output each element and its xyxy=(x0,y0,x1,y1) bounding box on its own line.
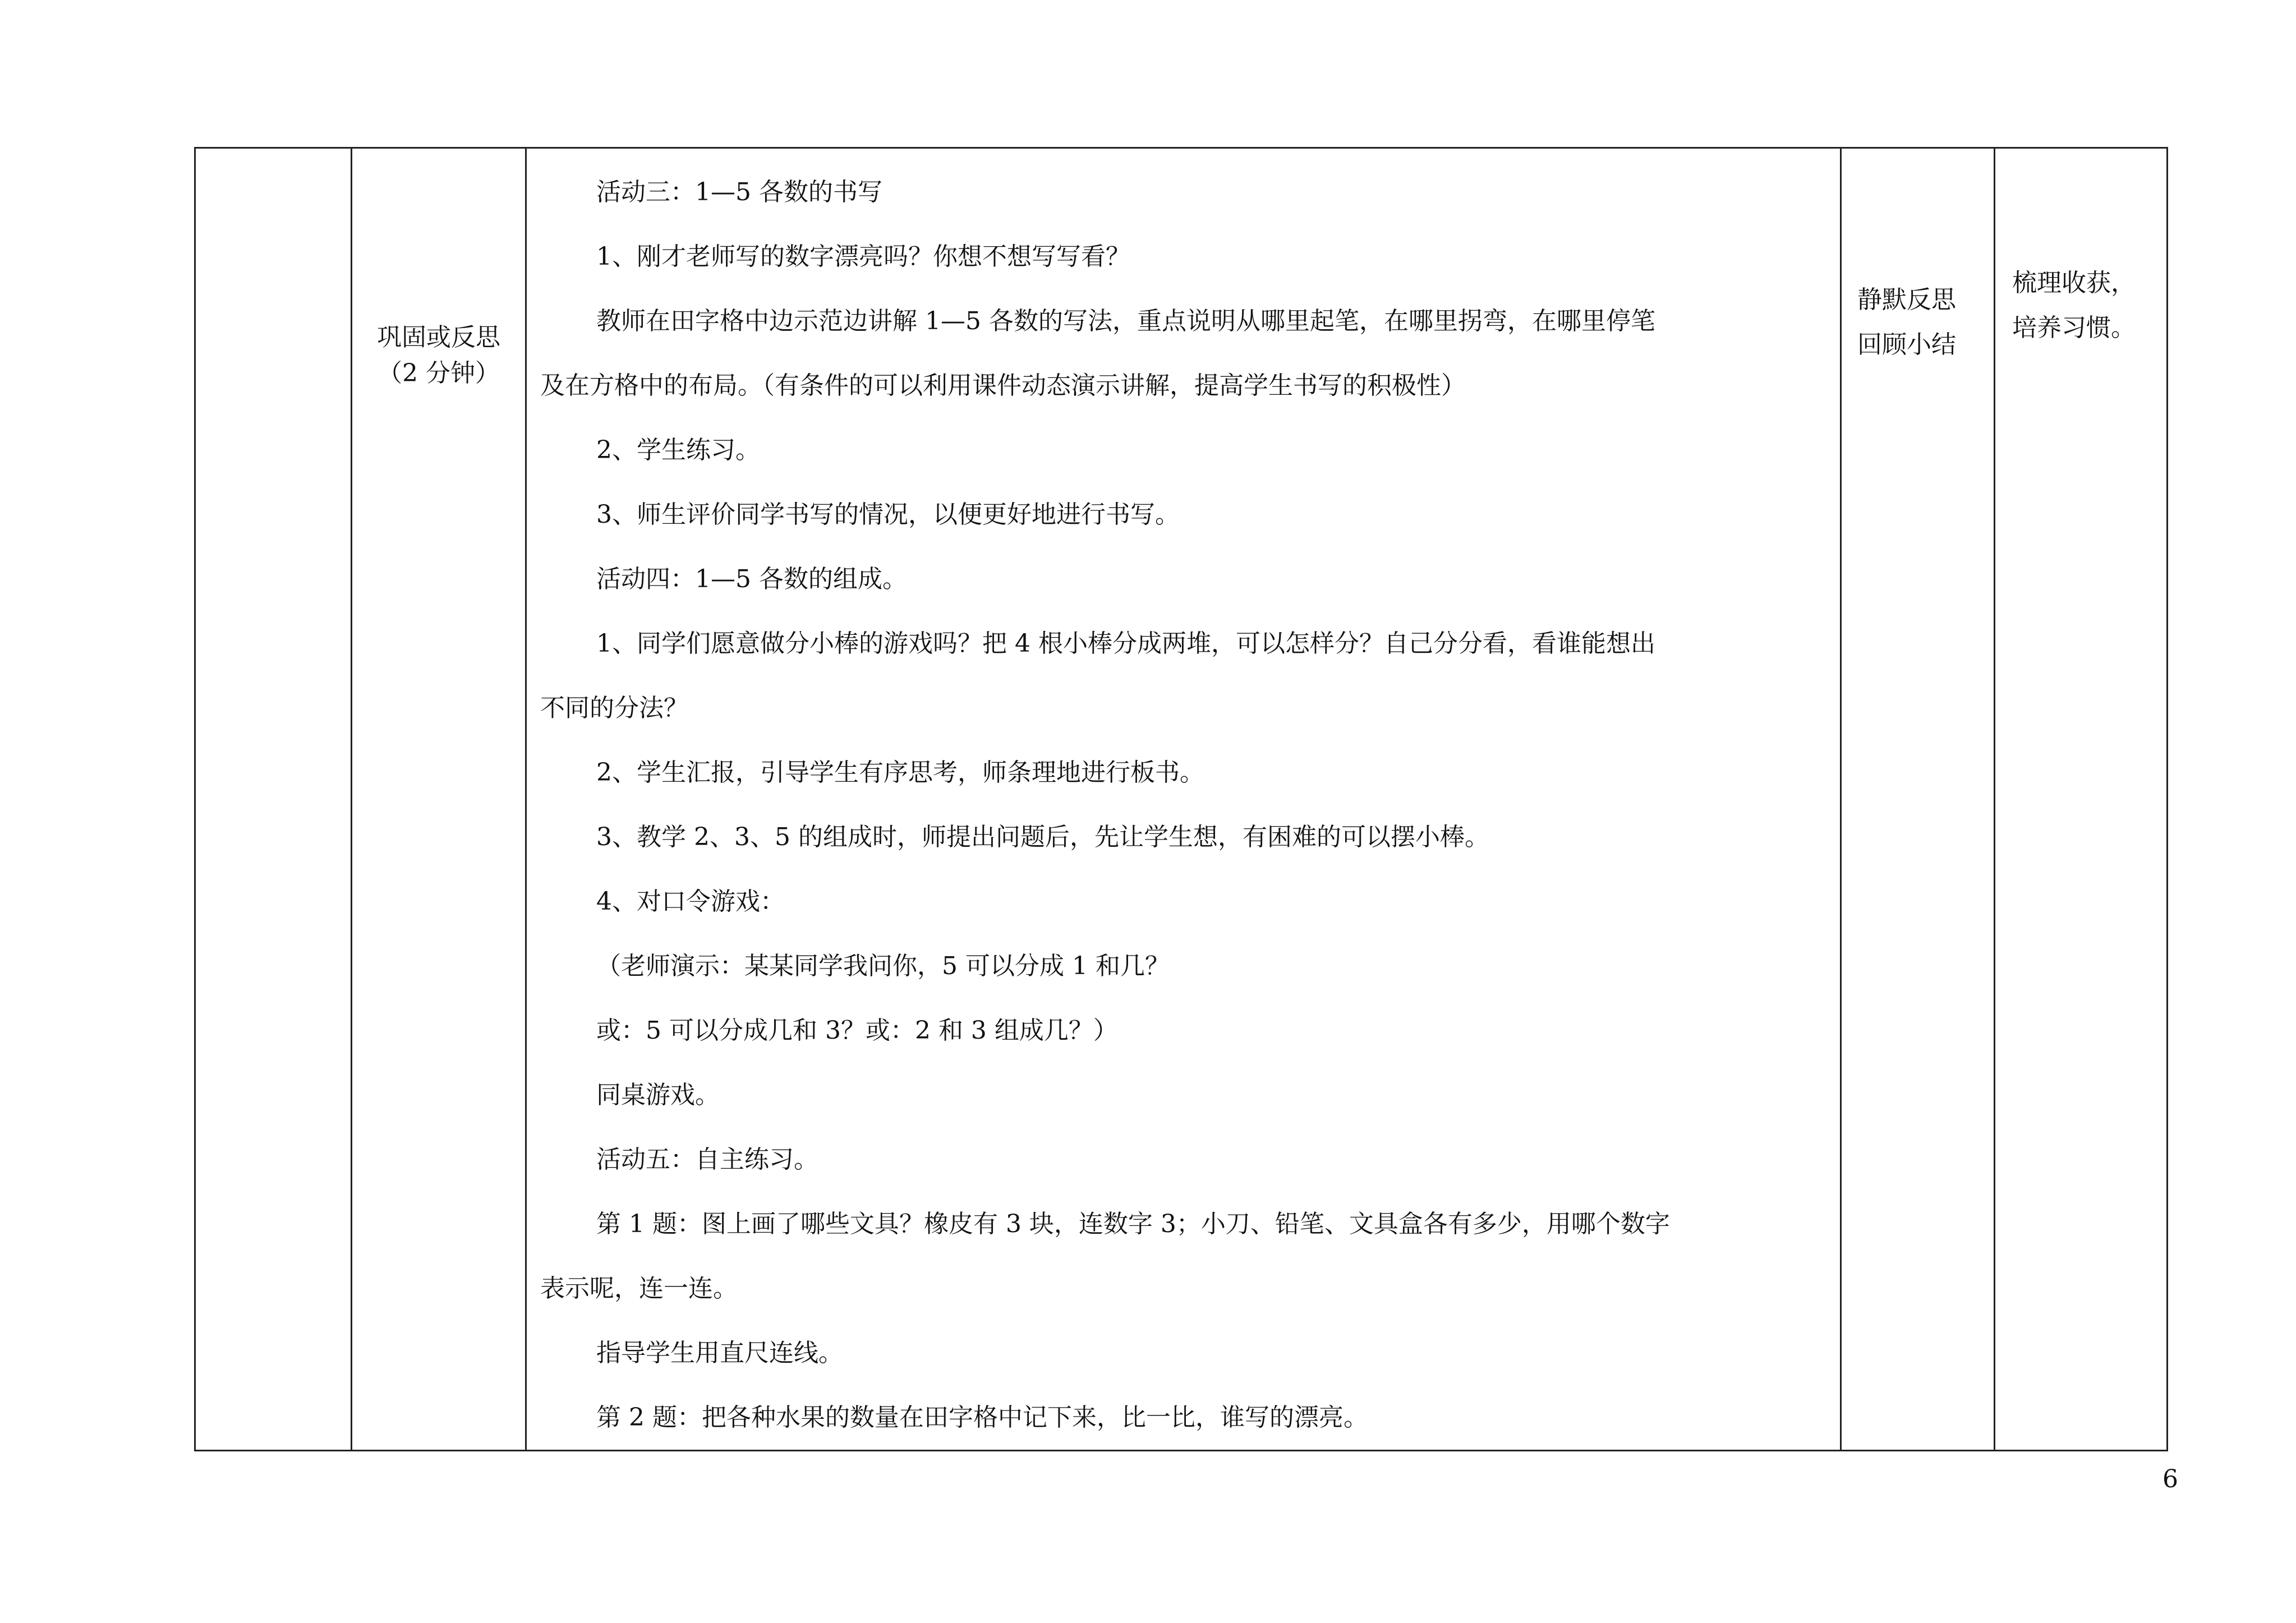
phase-cell xyxy=(352,148,526,1451)
page-number: 6 xyxy=(2162,1465,2178,1493)
phase-duration: （2 分钟） xyxy=(378,359,500,388)
activity-line: 3、教学 2、3、5 的组成时，师提出问题后，先让学生想，有困难的可以摆小棒。 xyxy=(596,823,1489,851)
activity-line: 第 1 题：图上画了哪些文具？橡皮有 3 块，连数字 3；小刀、铅笔、文具盒各有多少，用哪个数字 xyxy=(596,1210,1670,1238)
activity-line: 1、刚才老师写的数字漂亮吗？你想不想写写看？ xyxy=(596,242,1130,271)
activity-line: 3、师生评价同学书写的情况，以便更好地进行书写。 xyxy=(596,500,1180,529)
activity-line: 活动四：1—5 各数的组成。 xyxy=(596,565,907,593)
phase-text xyxy=(352,320,525,391)
activity-line: 教师在田字格中边示范边讲解 1—5 各数的写法，重点说明从哪里起笔，在哪里拐弯，在哪里停笔 xyxy=(596,307,1655,335)
activity-line: 2、学生汇报，引导学生有序思考，师条理地进行板书。 xyxy=(596,758,1204,787)
activity-line: 表示呢，连一连。 xyxy=(540,1274,738,1303)
activity-line: （老师演示：某某同学我问你，5 可以分成 1 和几？ xyxy=(596,952,1170,980)
design-intent-cell xyxy=(1995,148,2168,1451)
student-activity-cell xyxy=(1841,148,1995,1451)
activity-line: 第 2 题：把各种水果的数量在田字格中记下来，比一比，谁写的漂亮。 xyxy=(596,1403,1368,1432)
activity-line: 同桌游戏。 xyxy=(596,1081,720,1109)
activity-line: 活动三：1—5 各数的书写 xyxy=(596,178,882,206)
activity-line: 4、对口令游戏： xyxy=(596,887,785,916)
student-activity-line: 回顾小结 xyxy=(1857,330,1956,359)
table-row xyxy=(195,148,2168,1451)
activity-lines xyxy=(540,160,1830,1450)
activity-line: 1、同学们愿意做分小棒的游戏吗？把 4 根小棒分成两堆，可以怎样分？自己分分看，看谁能想出 xyxy=(596,629,1655,658)
activity-line: 或：5 可以分成几和 3？或：2 和 3 组成几？） xyxy=(596,1016,1118,1045)
activity-line: 不同的分法？ xyxy=(540,694,688,722)
design-intent-line: 培养习惯。 xyxy=(2012,313,2136,342)
design-intent-line: 梳理收获， xyxy=(2012,269,2136,297)
teaching-activity-cell xyxy=(526,148,1841,1451)
activity-line: 及在方格中的布局。（有条件的可以利用课件动态演示讲解，提高学生书写的积极性） xyxy=(540,371,1466,400)
empty-cell xyxy=(195,148,352,1451)
lesson-plan-table xyxy=(194,147,2168,1451)
activity-line: 2、学生练习。 xyxy=(596,436,760,464)
activity-line: 活动五：自主练习。 xyxy=(596,1145,818,1174)
student-activity-line: 静默反思 xyxy=(1857,285,1956,314)
activity-line: 指导学生用直尺连线。 xyxy=(596,1339,843,1367)
phase-name: 巩固或反思 xyxy=(377,323,500,352)
